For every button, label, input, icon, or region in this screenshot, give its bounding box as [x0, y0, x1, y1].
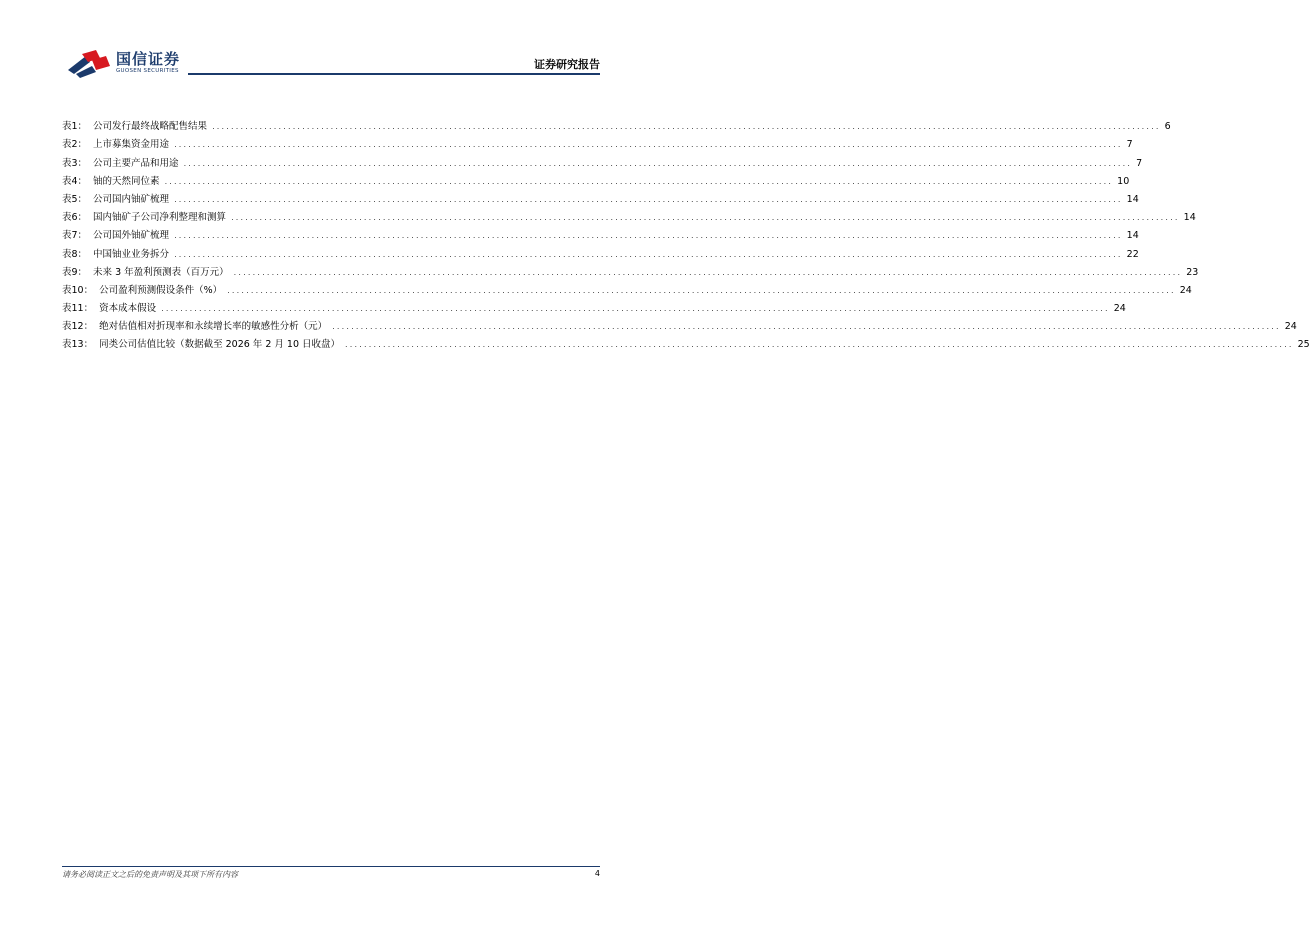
toc-entry-title: 公司盈利预测假设条件（%） [99, 284, 223, 296]
toc-entry-label: 表1： [62, 121, 88, 133]
toc-entry-label: 表6： [62, 212, 88, 224]
toc-entry-page: 22 [1126, 248, 1139, 260]
toc-entry[interactable] [62, 170, 1130, 188]
toc-entry-title: 中国铀业业务拆分 [93, 248, 170, 260]
toc-leader-dots: ........................................................................................................................................................................................................ [183, 158, 1133, 168]
toc-entry-page: 10 [1117, 175, 1130, 187]
toc-entry-page: 24 [1113, 303, 1126, 315]
page-number: 4 [594, 869, 600, 878]
toc-entry-title: 同类公司估值比较（数据截至 2026 年 2 月 10 日收盘） [99, 339, 341, 351]
toc-entry[interactable] [62, 224, 1139, 242]
logo-text-cn: 国信证券 [116, 50, 181, 68]
toc-entry-title: 未来 3 年盈利预测表（百万元） [93, 266, 229, 278]
toc-entry[interactable] [62, 333, 1310, 351]
toc-entry-label: 表3： [62, 157, 88, 169]
toc-entry-page: 6 [1164, 121, 1171, 133]
toc-leader-dots: ........................................................................................................................................................................................................ [164, 176, 1114, 186]
toc-leader-dots: ........................................................................................................................................................................................................ [212, 122, 1161, 132]
report-type-label: 证券研究报告 [534, 58, 600, 71]
toc-entry-label: 表4： [62, 175, 88, 187]
toc-entry-page: 14 [1183, 212, 1196, 224]
toc-entry-label: 表7： [62, 230, 88, 242]
toc-entry-label: 表9： [62, 266, 88, 278]
toc-entry-label: 表12： [62, 321, 94, 333]
logo-text-en: GUOSEN SECURITIES [116, 68, 179, 74]
toc-leader-dots: ........................................................................................................................................................................................................ [345, 340, 1294, 350]
toc-entry[interactable] [62, 188, 1139, 206]
toc-leader-dots: ........................................................................................................................................................................................................ [231, 213, 1180, 223]
toc-entry[interactable] [62, 279, 1192, 297]
toc-leader-dots: ........................................................................................................................................................................................................ [227, 285, 1176, 295]
toc-entry-page: 25 [1297, 339, 1310, 351]
toc-entry-title: 绝对估值相对折现率和永续增长率的敏感性分析（元） [99, 321, 328, 333]
toc-entry-page: 24 [1284, 321, 1297, 333]
toc-leader-dots: ........................................................................................................................................................................................................ [174, 249, 1123, 259]
toc-entry-page: 7 [1136, 157, 1143, 169]
toc-entry-page: 14 [1126, 193, 1139, 205]
toc-entry[interactable] [62, 315, 1297, 333]
toc-entry-title: 国内铀矿子公司净利整理和测算 [93, 212, 227, 224]
toc-entry-label: 表5： [62, 193, 88, 205]
toc-entry[interactable] [62, 261, 1199, 279]
toc-entry-title: 公司国外铀矿梳理 [93, 230, 170, 242]
toc-entry-page: 14 [1126, 230, 1139, 242]
toc-entry-title: 上市募集资金用途 [93, 139, 170, 151]
toc-entry-label: 表2： [62, 139, 88, 151]
toc-entry[interactable] [62, 297, 1126, 315]
toc-leader-dots: ........................................................................................................................................................................................................ [233, 267, 1183, 277]
toc-leader-dots: ........................................................................................................................................................................................................ [174, 231, 1123, 241]
toc-entry-title: 铀的天然同位素 [93, 175, 160, 187]
toc-entry-page: 24 [1179, 284, 1192, 296]
guosen-logo-icon [66, 48, 112, 78]
toc-entry[interactable] [62, 206, 1196, 224]
header-divider [188, 73, 600, 75]
footer-disclaimer: 请务必阅读正文之后的免责声明及其项下所有内容 [62, 870, 238, 879]
toc-leader-dots: ........................................................................................................................................................................................................ [174, 140, 1123, 150]
toc-entry[interactable] [62, 133, 1133, 151]
toc-leader-dots: ........................................................................................................................................................................................................ [174, 194, 1123, 204]
toc-entry-page: 7 [1126, 139, 1133, 151]
toc-entry-title: 资本成本假设 [99, 303, 157, 315]
toc-leader-dots: ........................................................................................................................................................................................................ [332, 322, 1281, 332]
toc-entry-label: 表13： [62, 339, 94, 351]
toc-entry[interactable] [62, 151, 1143, 169]
footer-divider [62, 866, 600, 867]
toc-entry-page: 23 [1186, 266, 1199, 278]
toc-entry[interactable] [62, 115, 1171, 133]
table-of-tables [62, 115, 1310, 351]
toc-leader-dots: ........................................................................................................................................................................................................ [161, 304, 1110, 314]
toc-entry-label: 表10： [62, 284, 94, 296]
toc-entry[interactable] [62, 242, 1139, 260]
toc-entry-title: 公司国内铀矿梳理 [93, 193, 170, 205]
toc-entry-title: 公司发行最终战略配售结果 [93, 121, 208, 133]
toc-entry-title: 公司主要产品和用途 [93, 157, 179, 169]
toc-entry-label: 表8： [62, 248, 88, 260]
toc-entry-label: 表11： [62, 303, 94, 315]
